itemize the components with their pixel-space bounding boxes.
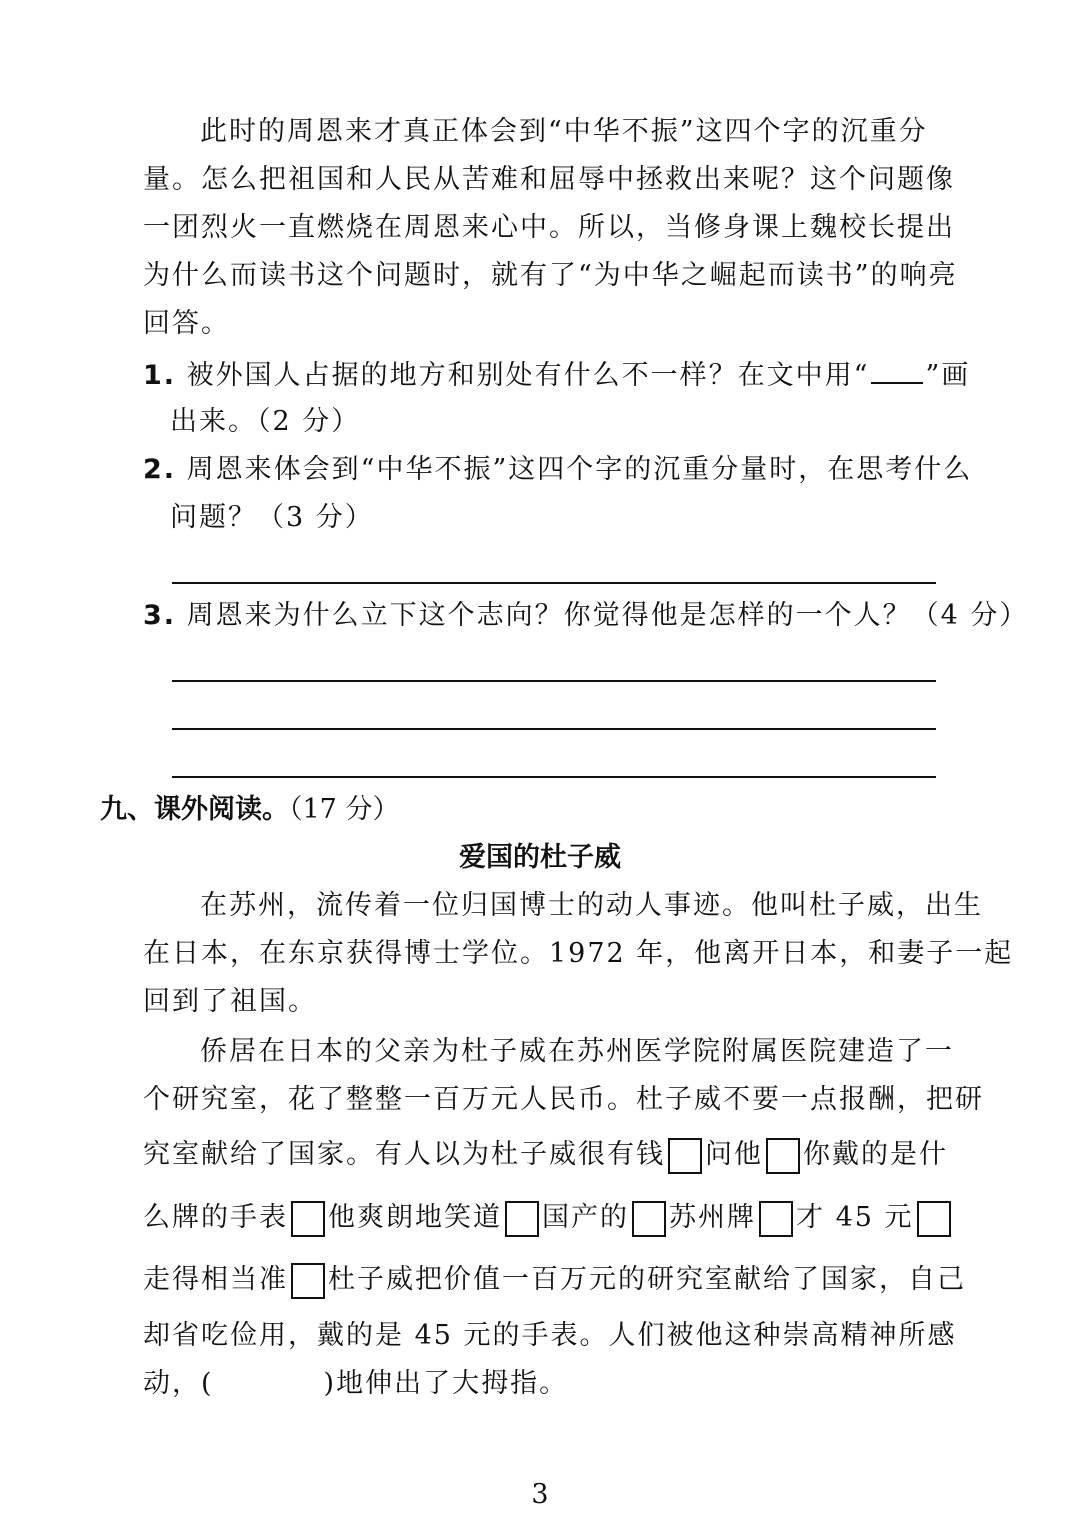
- story-p2-line-4: [143, 1198, 938, 1238]
- story-p2-line-1: 侨居在日本的父亲为杜子威在苏州医学院附属医院建造了一: [200, 1036, 954, 1067]
- question-1-number: 1.: [143, 360, 177, 391]
- text-segment: 你戴的是什: [803, 1139, 948, 1170]
- story-p2-line-5: [143, 1260, 966, 1300]
- page-number: 3: [531, 1479, 549, 1510]
- answer-line-q3-3[interactable]: [172, 776, 936, 778]
- question-3-text: 周恩来为什么立下这个志向？你觉得他是怎样的一个人？（4 分）: [186, 600, 1029, 631]
- underline-blank[interactable]: [871, 354, 923, 384]
- question-2-number: 2.: [143, 454, 177, 485]
- passage-line-2: 量。怎么把祖国和人民从苦难和屈辱中拯救出来呢？这个问题像: [143, 164, 955, 195]
- text-segment: )地伸出了大拇指。: [323, 1368, 569, 1399]
- passage-line-5: 回答。: [143, 308, 230, 339]
- answer-line-q2[interactable]: [172, 582, 936, 584]
- question-1: [143, 354, 971, 396]
- passage-line-4: 为什么而读书这个问题时，就有了“为中华之崛起而读书”的响亮: [143, 260, 958, 291]
- punctuation-box[interactable]: [632, 1201, 666, 1237]
- story-p1-line-3: 回到了祖国。: [143, 986, 317, 1017]
- punctuation-box[interactable]: [505, 1201, 539, 1237]
- text-segment: 国产的: [542, 1202, 629, 1233]
- passage-line-3: 一团烈火一直燃烧在周恩来心中。所以，当修身课上魏校长提出: [143, 212, 955, 243]
- section-9-score: （17 分）: [289, 794, 400, 825]
- answer-line-q3-2[interactable]: [172, 728, 936, 730]
- answer-line-q3-1[interactable]: [172, 680, 936, 682]
- question-2: [143, 450, 973, 490]
- question-3-number: 3.: [143, 600, 177, 631]
- question-3: [143, 596, 1029, 636]
- text-segment: 走得相当准: [143, 1264, 288, 1295]
- text-segment: 苏州牌: [669, 1202, 756, 1233]
- passage-line-1: 此时的周恩来才真正体会到“中华不振”这四个字的沉重分: [200, 116, 928, 147]
- text-segment: 究室献给了国家。有人以为杜子威很有钱: [143, 1139, 665, 1170]
- story-p2-line-6: 却省吃俭用，戴的是 45 元的手表。人们被他这种崇高精神所感: [143, 1320, 957, 1351]
- section-9-heading: [100, 790, 399, 830]
- punctuation-box[interactable]: [917, 1201, 951, 1237]
- text-segment: 才 45 元: [796, 1202, 914, 1233]
- text-segment: 动，(: [143, 1368, 214, 1399]
- punctuation-box[interactable]: [759, 1201, 793, 1237]
- question-2-cont: 问题？（3 分）: [170, 502, 374, 533]
- story-p1-line-1: 在苏州，流传着一位归国博士的动人事迹。他叫杜子威，出生: [200, 890, 983, 921]
- punctuation-box[interactable]: [291, 1263, 325, 1299]
- story-p1-line-2: 在日本，在东京获得博士学位。1972 年，他离开日本，和妻子一起: [143, 938, 1014, 969]
- punctuation-box[interactable]: [668, 1138, 702, 1174]
- story-title: 爱国的杜子威: [459, 842, 621, 873]
- punctuation-box[interactable]: [766, 1138, 800, 1174]
- question-2-text: 周恩来体会到“中华不振”这四个字的沉重分量时，在思考什么: [186, 454, 973, 485]
- question-1-text-a: 被外国人占据的地方和别处有什么不一样？在文中用“: [186, 360, 870, 391]
- question-1-cont: 出来。（2 分）: [170, 406, 361, 437]
- story-p2-line-7: [143, 1364, 938, 1404]
- story-p2-line-2: 个研究室，花了整整一百万元人民币。杜子威不要一点报酬，把研: [143, 1084, 984, 1115]
- story-p2-line-3: [143, 1135, 948, 1175]
- punctuation-box[interactable]: [291, 1201, 325, 1237]
- text-segment: 他爽朗地笑道: [328, 1202, 502, 1233]
- text-segment: 杜子威把价值一百万元的研究室献给了国家，自己: [328, 1264, 966, 1295]
- section-9-label: 九、课外阅读。: [100, 794, 289, 825]
- text-segment: 问他: [705, 1139, 763, 1170]
- text-segment: 么牌的手表: [143, 1202, 288, 1233]
- question-1-text-b: ”画: [925, 360, 971, 391]
